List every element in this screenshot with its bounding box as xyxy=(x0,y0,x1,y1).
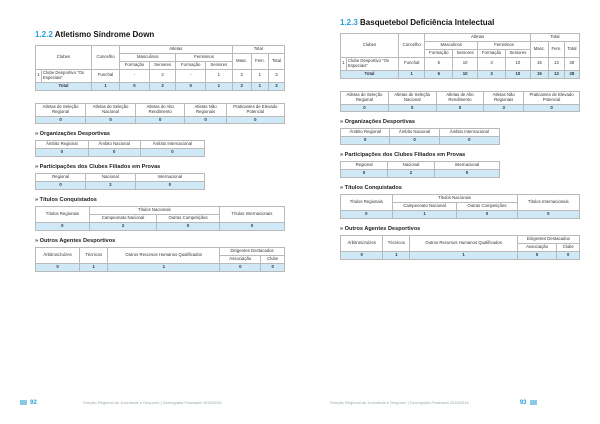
total-masc-seniores: 10 xyxy=(453,70,478,78)
agentes-title: » Outros Agentes Desportivos xyxy=(340,226,421,232)
total-label: Total xyxy=(341,70,399,78)
header-seniores: Seniores xyxy=(505,49,530,57)
page-marker-icon xyxy=(20,400,27,405)
header-femininos: Femininos xyxy=(478,41,531,49)
header-elevado-potencial: Praticantes de Elevado Potencial xyxy=(226,103,284,116)
total-fem-seniores: 1 xyxy=(206,82,233,90)
cell-value: 0 xyxy=(36,149,89,157)
header-alto-rendimento: Atletas de Alto Rendimento xyxy=(135,103,185,116)
header-regional: Regional xyxy=(341,162,388,170)
header-associacao: Associação xyxy=(220,255,261,263)
header-tecnicos: Técnicos xyxy=(383,236,410,252)
org-table xyxy=(35,140,205,157)
cell-value: 1 xyxy=(410,251,517,259)
page-number: 93 xyxy=(519,400,527,406)
right-footer xyxy=(330,400,585,406)
header-selecao-regional: Atletas de Seleção Regional xyxy=(36,103,86,116)
header-internacional: Internacional xyxy=(135,174,204,182)
header-associacao: Associação xyxy=(517,243,557,251)
header-fem: Fem. xyxy=(548,41,564,57)
cell-value: 1 xyxy=(392,211,457,219)
cell-value: 0 xyxy=(86,116,136,124)
cell-value: 0 xyxy=(36,223,90,231)
header-outros-recursos: Outros Recursos Humanos Qualificados xyxy=(108,248,220,264)
cell-value: 0 xyxy=(557,251,580,259)
header-titulos-nacionais: Títulos Nacionais xyxy=(89,207,219,215)
cell-value: 2 xyxy=(86,182,136,190)
cell-value: 3 xyxy=(484,104,524,112)
table-row xyxy=(36,69,285,82)
header-internacional: Internacional xyxy=(434,162,499,170)
left-footer xyxy=(18,400,222,406)
header-clubes: Clubes xyxy=(36,46,92,70)
cell-masc: 15 xyxy=(530,57,548,70)
section-title xyxy=(340,18,580,27)
clubs-table xyxy=(340,33,580,79)
total-total: 28 xyxy=(564,70,579,78)
section-number: 1.2.2 xyxy=(35,30,53,39)
cell-masc-formacao: - xyxy=(120,69,150,82)
header-alto-rendimento: Atletas de Alto Rendimento xyxy=(436,91,484,104)
cell-fem: 1 xyxy=(251,69,268,82)
total-fem-formacao: 0 xyxy=(176,82,206,90)
cell-fem: 13 xyxy=(548,57,564,70)
cell-value: 0 xyxy=(439,137,499,145)
cell-value: 0 xyxy=(157,223,220,231)
cell-value: 0 xyxy=(341,251,383,259)
header-atletas: Atletas xyxy=(120,46,233,54)
header-dirigentes: Dirigentes Destacados xyxy=(517,236,579,244)
header-ambito-nacional: Âmbito Nacional xyxy=(390,129,439,137)
header-masc: Masc. xyxy=(530,41,548,57)
section-number: 1.2.3 xyxy=(340,18,358,27)
total-masc: 15 xyxy=(530,70,548,78)
header-ambito-regional: Âmbito Regional xyxy=(36,141,89,149)
header-ambito-regional: Âmbito Regional xyxy=(341,129,390,137)
cell-masc-seniores: 10 xyxy=(453,57,478,70)
cell-value: 0 xyxy=(220,263,261,271)
cell-value: 0 xyxy=(135,182,204,190)
header-masculinos: Masculinos xyxy=(120,53,176,61)
header-arbitros: Árbitros/Juízes xyxy=(36,248,80,264)
cell-value: 1 xyxy=(80,263,108,271)
header-nao-regionais: Atletas Não Regionais xyxy=(185,103,226,116)
total-fem: 13 xyxy=(548,70,564,78)
part-title: » Participações dos Clubes Filiados em Provas xyxy=(340,152,466,159)
total-masc-formacao: 0 xyxy=(120,82,150,90)
cell-masc: 2 xyxy=(232,69,251,82)
cell-value: 0 xyxy=(36,263,80,271)
header-arbitros: Árbitros/Juízes xyxy=(341,236,383,252)
header-elevado-potencial: Praticantes de Elevado Potencial xyxy=(524,91,580,104)
header-femininos: Femininos xyxy=(176,53,232,61)
header-campeonato-nacional: Campeonato Nacional xyxy=(89,215,157,223)
table-row xyxy=(36,149,205,157)
header-nao-regionais: Atletas Não Regionais xyxy=(484,91,524,104)
header-dirigentes: Dirigentes Destacados xyxy=(220,248,285,256)
header-seniores: Seniores xyxy=(206,61,233,69)
cell-value: 0 xyxy=(436,104,484,112)
cell-value: 0 xyxy=(140,149,204,157)
row-number: 1 xyxy=(341,57,347,70)
header-regional: Regional xyxy=(36,174,86,182)
cell-value: 0 xyxy=(341,211,393,219)
header-clube: Clube xyxy=(261,255,285,263)
header-titulos-regionais: Títulos Regionais xyxy=(36,207,90,223)
header-seniores: Seniores xyxy=(453,49,478,57)
table-row xyxy=(341,57,580,70)
header-formacao: Formação xyxy=(425,49,453,57)
header-ambito-nacional: Âmbito Nacional xyxy=(88,141,140,149)
total-row xyxy=(341,70,580,78)
total-label: Total xyxy=(36,82,92,90)
cell-concelho: Funchal xyxy=(399,57,425,70)
cell-value: 0 xyxy=(390,137,439,145)
header-clube: Clube xyxy=(557,243,580,251)
cell-value: 0 xyxy=(185,116,226,124)
clubs-table xyxy=(35,45,285,91)
header-ambito-internacional: Âmbito Internacional xyxy=(140,141,204,149)
header-campeonato-nacional: Campeonato Nacional xyxy=(392,203,457,211)
org-title: » Organizações Desportivas xyxy=(340,119,415,126)
cell-masc-formacao: 5 xyxy=(425,57,453,70)
header-fem: Fem. xyxy=(251,53,268,69)
table-row xyxy=(341,211,580,219)
header-clubes: Clubes xyxy=(341,34,399,58)
table-row xyxy=(36,223,285,231)
cell-value: 0 xyxy=(517,211,579,219)
header-atletas: Atletas xyxy=(425,34,531,42)
table-row xyxy=(36,116,285,124)
footer-text: Direção Regional de Juventude e Desporto | Demografia Federada 2015/2016 xyxy=(330,400,469,405)
cell-value: 0 xyxy=(219,223,284,231)
section-title xyxy=(35,30,285,39)
cell-value: 0 xyxy=(524,104,580,112)
cell-value: 0 xyxy=(517,251,557,259)
club-name: Clube Desportivo “Os Especiais” xyxy=(347,57,399,70)
header-masculinos: Masculinos xyxy=(425,41,478,49)
header-tecnicos: Técnicos xyxy=(80,248,108,264)
header-selecao-regional: Atletas de Seleção Regional xyxy=(341,91,389,104)
cell-fem-formacao: - xyxy=(176,69,206,82)
table-row xyxy=(341,251,580,259)
header-masc: Masc. xyxy=(232,53,251,69)
header-nacional: Nacional xyxy=(388,162,435,170)
cell-value: 0 xyxy=(261,263,285,271)
total-masc-formacao: 5 xyxy=(425,70,453,78)
header-titulos-internacionais: Títulos Internacionais xyxy=(219,207,284,223)
header-outros-recursos: Outros Recursos Humanos Qualificados xyxy=(410,236,517,252)
athletes-table xyxy=(35,103,285,125)
org-title: » Organizações Desportivas xyxy=(35,131,110,138)
cell-value: 2 xyxy=(388,170,435,178)
cell-value: 0 xyxy=(135,116,185,124)
total-fem: 1 xyxy=(251,82,268,90)
part-table xyxy=(35,173,205,190)
cell-value: 0 xyxy=(341,104,389,112)
header-selecao-nacional: Atletas de Seleção Nacional xyxy=(86,103,136,116)
total-masc-seniores: 2 xyxy=(149,82,176,90)
total-fem-formacao: 3 xyxy=(478,70,506,78)
part-title: » Participações dos Clubes Filiados em Provas xyxy=(35,164,161,171)
right-content xyxy=(340,18,580,260)
header-outras-competicoes: Outras Competições xyxy=(457,203,517,211)
header-titulos-nacionais: Títulos Nacionais xyxy=(392,195,517,203)
cell-concelho: Funchal xyxy=(92,69,120,82)
cell-value: 0 xyxy=(36,182,86,190)
part-table xyxy=(340,161,500,178)
cell-fem-formacao: 3 xyxy=(478,57,506,70)
header-total-col: Total xyxy=(564,41,579,57)
agentes-table xyxy=(35,247,285,272)
footer-text: Direção Regional de Juventude e Desporto | Demografia Federada 2015/2016 xyxy=(82,400,222,405)
table-row xyxy=(341,170,500,178)
titulos-title: » Títulos Conquistados xyxy=(35,197,97,204)
cell-value: 0 xyxy=(457,211,517,219)
cell-value: 0 xyxy=(388,104,436,112)
header-concelho: Concelho xyxy=(92,46,120,70)
athletes-table xyxy=(340,91,580,113)
total-total: 3 xyxy=(268,82,284,90)
total-concelho: 1 xyxy=(399,70,425,78)
header-selecao-nacional: Atletas de Seleção Nacional xyxy=(388,91,436,104)
header-total: Total xyxy=(530,34,579,42)
header-seniores: Seniores xyxy=(149,61,176,69)
club-name: Clube Desportivo “Os Especiais” xyxy=(42,69,92,82)
page-marker-icon xyxy=(530,400,537,405)
header-formacao: Formação xyxy=(478,49,506,57)
section-title-text: Basquetebol Deficiência Intelectual xyxy=(360,18,495,27)
total-row xyxy=(36,82,285,90)
cell-value: 1 xyxy=(383,251,410,259)
cell-total: 28 xyxy=(564,57,579,70)
header-ambito-internacional: Âmbito Internacional xyxy=(439,129,499,137)
agentes-title: » Outros Agentes Desportivos xyxy=(35,238,116,244)
titulos-table xyxy=(35,206,285,231)
header-total: Total xyxy=(232,46,284,54)
titulos-table xyxy=(340,194,580,219)
org-table xyxy=(340,128,500,145)
total-concelho: 1 xyxy=(92,82,120,90)
table-row xyxy=(36,182,205,190)
titulos-title: » Títulos Conquistados xyxy=(340,185,402,192)
header-total-col: Total xyxy=(268,53,284,69)
header-formacao: Formação xyxy=(176,61,206,69)
cell-value: 0 xyxy=(341,170,388,178)
header-titulos-internacionais: Títulos Internacionais xyxy=(517,195,579,211)
cell-value: 2 xyxy=(89,223,157,231)
agentes-table xyxy=(340,235,580,260)
total-masc: 2 xyxy=(232,82,251,90)
cell-fem-seniores: 1 xyxy=(206,69,233,82)
cell-value: 1 xyxy=(108,263,220,271)
cell-value: 0 xyxy=(88,149,140,157)
section-title-text: Atletismo Síndrome Down xyxy=(54,30,155,39)
table-row xyxy=(341,104,580,112)
left-content xyxy=(35,30,285,272)
cell-value: 0 xyxy=(36,116,86,124)
header-outras-competicoes: Outras Competições xyxy=(157,215,220,223)
table-row xyxy=(341,137,500,145)
header-nacional: Nacional xyxy=(86,174,136,182)
cell-masc-seniores: 2 xyxy=(149,69,176,82)
header-titulos-regionais: Títulos Regionais xyxy=(341,195,393,211)
cell-value: 0 xyxy=(226,116,284,124)
table-row xyxy=(36,263,285,271)
header-formacao: Formação xyxy=(120,61,150,69)
cell-value: 0 xyxy=(434,170,499,178)
total-fem-seniores: 10 xyxy=(505,70,530,78)
cell-total: 3 xyxy=(268,69,284,82)
header-concelho: Concelho xyxy=(399,34,425,58)
cell-fem-seniores: 10 xyxy=(505,57,530,70)
row-number: 1 xyxy=(36,69,42,82)
cell-value: 0 xyxy=(341,137,390,145)
page-number: 92 xyxy=(30,400,37,406)
